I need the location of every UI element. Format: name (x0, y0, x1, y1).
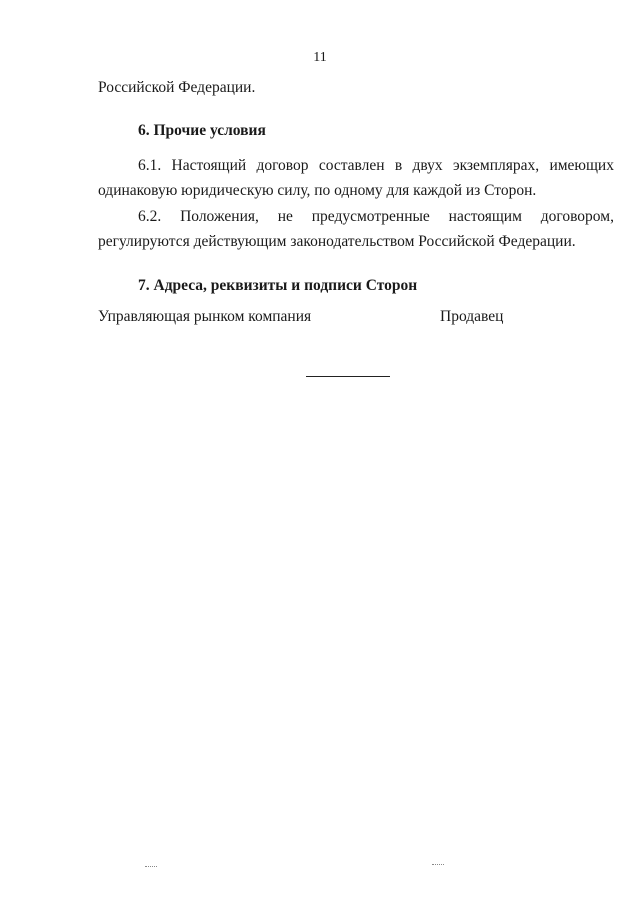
word: двух (412, 157, 443, 174)
word: имеющих (549, 157, 614, 174)
clause-6-1-line-1 (138, 156, 614, 176)
party-left-label: Управляющая рынком компания (98, 308, 312, 325)
word: экземплярах, (452, 157, 540, 174)
word: Настоящий (171, 157, 247, 174)
word: составлен (318, 157, 385, 174)
word: не (277, 208, 293, 225)
word: настоящим (448, 208, 522, 225)
party-right-label: Продавец (440, 308, 504, 325)
clause-6-2-line-2: регулируются действующим законодательством Российской Федерации. (98, 233, 576, 250)
clause-6-2-line-1 (138, 207, 614, 227)
scan-mark (432, 864, 444, 865)
word: в (394, 157, 403, 174)
scan-mark (145, 866, 157, 867)
section-6-heading: 6. Прочие условия (138, 122, 266, 139)
page-number: 11 (313, 50, 327, 65)
word: 6.1. (138, 157, 162, 174)
intro-tail-text: Российской Федерации. (98, 79, 256, 96)
section-7-heading: 7. Адреса, реквизиты и подписи Сторон (138, 277, 418, 294)
word: договор (256, 157, 309, 174)
word: договором, (540, 208, 614, 225)
word: Положения, (180, 208, 259, 225)
end-of-document-rule (306, 376, 390, 377)
clause-6-1-line-2: одинаковую юридическую силу, по одному для каждой из Сторон. (98, 182, 537, 199)
word: предусмотренные (311, 208, 430, 225)
word: 6.2. (138, 208, 162, 225)
